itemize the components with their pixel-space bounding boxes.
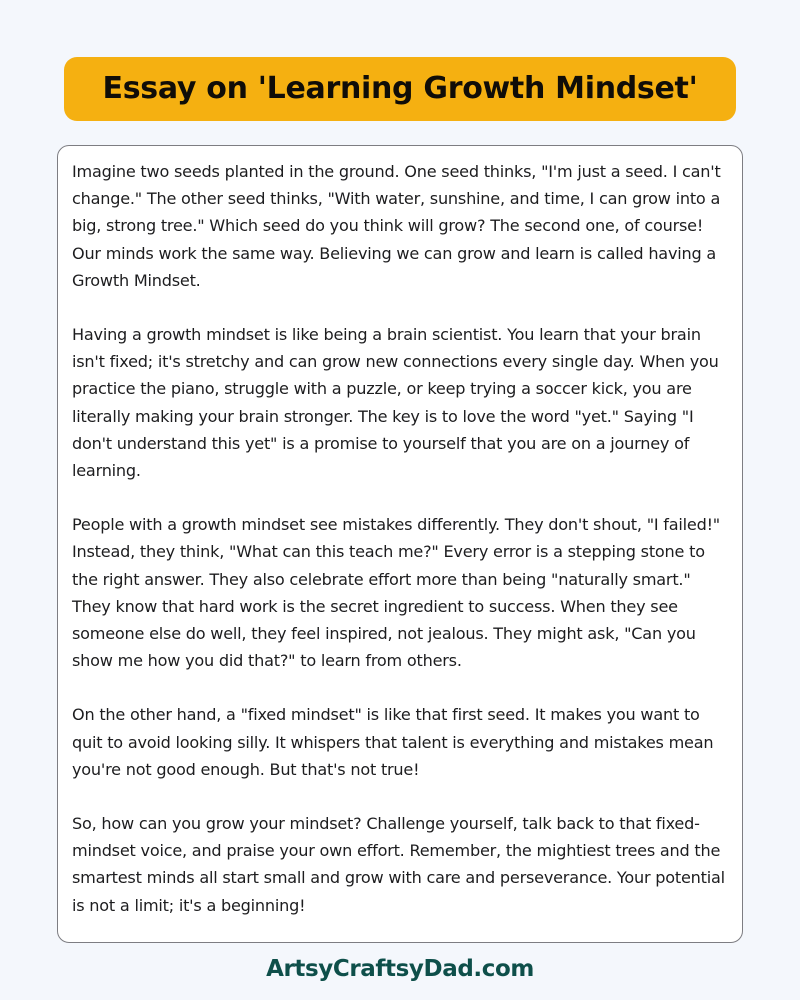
essay-body: [72, 158, 728, 919]
page-title: Essay on 'Learning Growth Mindset': [102, 71, 698, 106]
essay-paragraph-5: So, how can you grow your mindset? Challenge yourself, talk back to that fixed-mindset voice, and praise your own effort. Remember, the mightiest trees and the smartest minds all start small and grow with care and perseverance. Your potential is not a limit; it's a beginning!: [72, 814, 725, 915]
essay-paragraph-2: Having a growth mindset is like being a brain scientist. You learn that your brain isn't fixed; it's stretchy and can grow new connections every single day. When you practice the piano, struggle with a puzzle, or keep trying a soccer kick, you are literally making your brain stronger. The key is to love the word "yet." Saying "I don't understand this yet" is a promise to yourself that you are on a journey of learning.: [72, 325, 719, 481]
essay-paragraph-4: On the other hand, a "fixed mindset" is like that first seed. It makes you want to quit to avoid looking silly. It whispers that talent is everything and mistakes mean you're not good enough. But that's not true!: [72, 705, 714, 779]
essay-paragraph-1: Imagine two seeds planted in the ground. One seed thinks, "I'm just a seed. I can't change." The other seed thinks, "With water, sunshine, and time, I can grow into a big, strong tree." Which seed do you think will grow? The second one, of course! Our minds work the same way. Believing we can grow and learn is called having a Growth Mindset.: [72, 162, 721, 290]
essay-card: [57, 145, 743, 943]
title-banner: [64, 57, 736, 121]
essay-paragraph-3: People with a growth mindset see mistakes differently. They don't shout, "I failed!" Instead, they think, "What can this teach me?" Every error is a stepping stone to the right answer. They also celebrate effort more than being "naturally smart." They know that hard work is the secret ingredient to success. When they see someone else do well, they feel inspired, not jealous. They might ask, "Can you show me how you did that?" to learn from others.: [72, 515, 720, 671]
footer: [0, 958, 800, 981]
site-brand-label: ArtsyCraftsyDad.com: [266, 956, 534, 982]
